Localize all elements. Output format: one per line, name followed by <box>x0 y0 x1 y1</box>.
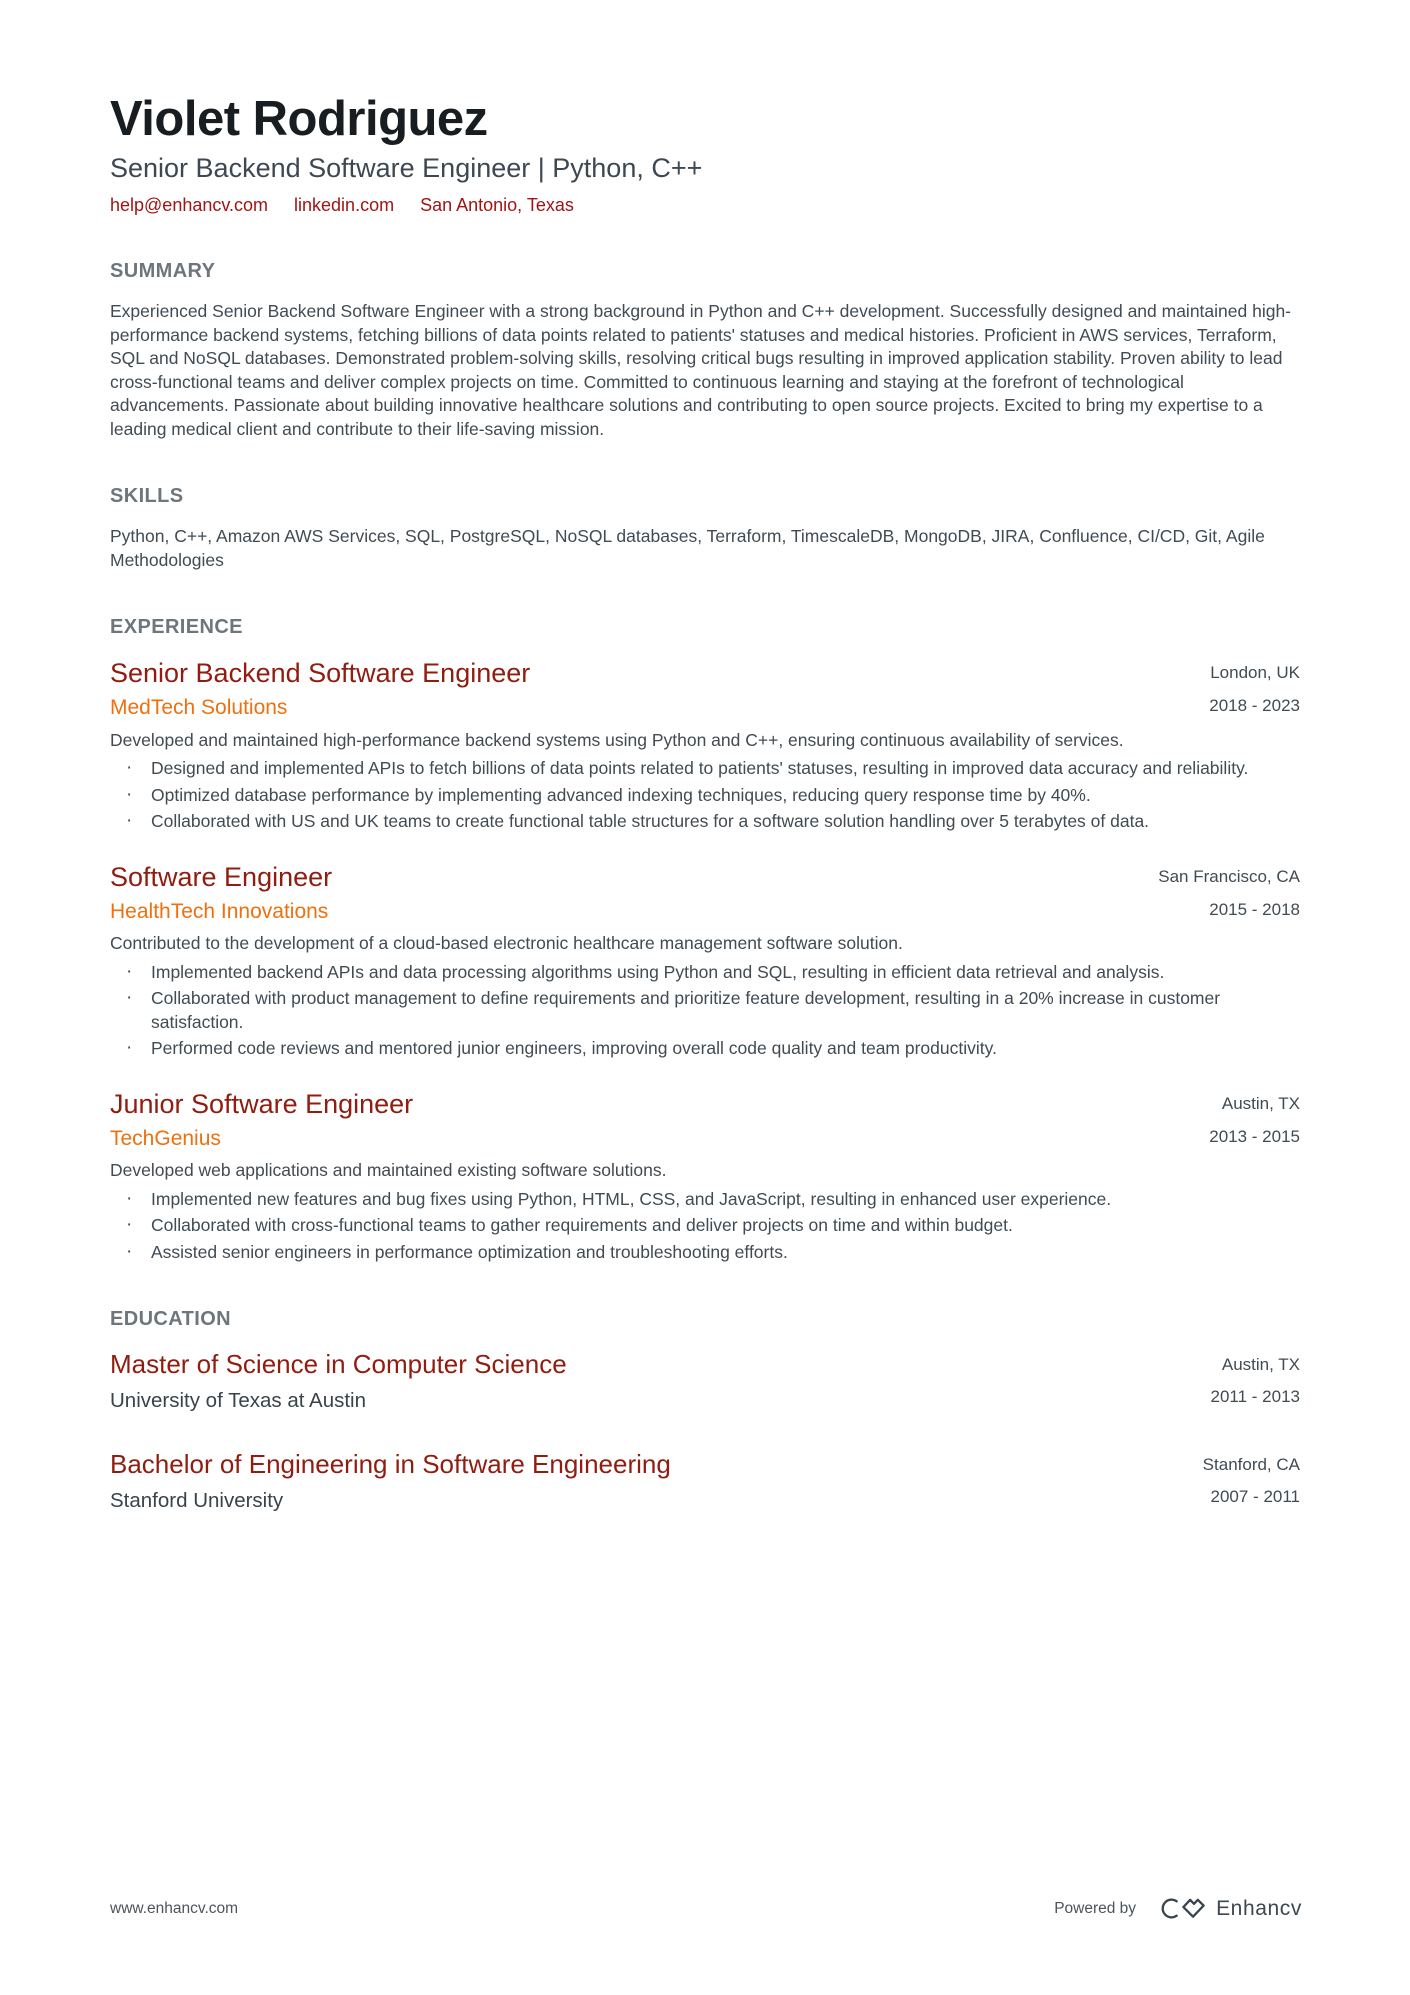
bullet-icon: · <box>126 960 133 982</box>
job-bullet <box>110 810 1300 834</box>
candidate-headline: Senior Backend Software Engineer | Python, C++ <box>110 152 703 183</box>
entry-head <box>110 860 1300 926</box>
job-bullet-text: Assisted senior engineers in performance optimization and troubleshooting efforts. <box>151 1241 788 1262</box>
job-location: Austin, TX <box>1221 1093 1300 1113</box>
education-location: Stanford, CA <box>1202 1454 1300 1474</box>
resume-header <box>110 92 1300 216</box>
job-location: San Francisco, CA <box>1158 866 1300 886</box>
skills-section <box>110 485 1300 572</box>
school-name: Stanford University <box>110 1488 284 1512</box>
education-dates: 2011 - 2013 <box>1210 1387 1300 1407</box>
job-dates: 2013 - 2015 <box>1209 1126 1300 1146</box>
job-bullet <box>110 784 1300 808</box>
job-bullet-text: Collaborated with cross-functional teams to gather requirements and deliver projects on time and within budget. <box>151 1215 1013 1236</box>
education-heading: EDUCATION <box>110 1308 232 1331</box>
job-location: London, UK <box>1210 663 1300 683</box>
bullet-icon: · <box>126 987 133 1009</box>
bullet-icon: · <box>126 1214 133 1236</box>
brand-name[interactable]: Enhancv <box>1216 1896 1302 1920</box>
candidate-name: Violet Rodriguez <box>110 92 488 146</box>
entry-head <box>110 1087 1300 1153</box>
job-bullets <box>110 757 1300 834</box>
skills-heading: SKILLS <box>110 485 184 508</box>
education-dates: 2007 - 2011 <box>1210 1486 1300 1506</box>
degree-title: Bachelor of Engineering in Software Engineering <box>110 1448 671 1479</box>
entry-head <box>110 656 1300 722</box>
job-title: Software Engineer <box>110 861 333 892</box>
job-description: Developed web applications and maintained existing software solutions. <box>110 1160 667 1181</box>
job-company: TechGenius <box>110 1126 221 1150</box>
entry-head <box>110 1348 1300 1415</box>
job-dates: 2015 - 2018 <box>1209 899 1300 919</box>
job-bullet <box>110 1241 1300 1265</box>
experience-heading: EXPERIENCE <box>110 616 243 639</box>
bullet-icon: · <box>126 783 133 805</box>
powered-by-group <box>1054 1896 1302 1921</box>
contact-row <box>110 195 1300 216</box>
experience-entry <box>110 1087 1300 1264</box>
experience-entry <box>110 656 1300 833</box>
bullet-icon: · <box>126 1037 133 1059</box>
linkedin-link[interactable]: linkedin.com <box>294 195 395 216</box>
job-bullet-text: Implemented new features and bug fixes using Python, HTML, CSS, and JavaScript, resulting in enhanced user experience. <box>151 1188 1112 1209</box>
skills-text: Python, C++, Amazon AWS Services, SQL, PostgreSQL, NoSQL databases, Terraform, TimescaleDB, MongoDB, JIRA, Confluence, CI/CD, Git, Agile Methodologies <box>110 526 1265 570</box>
job-company: HealthTech Innovations <box>110 899 329 923</box>
education-entry <box>110 1348 1300 1415</box>
job-bullets <box>110 961 1300 1061</box>
powered-by-label: Powered by <box>1054 1899 1137 1917</box>
degree-title: Master of Science in Computer Science <box>110 1349 567 1380</box>
job-description: Contributed to the development of a cloud-based electronic healthcare management software solution. <box>110 933 903 954</box>
job-bullet <box>110 1214 1300 1238</box>
education-section <box>110 1308 1300 1514</box>
education-location: Austin, TX <box>1221 1355 1300 1375</box>
entry-head <box>110 1448 1300 1515</box>
job-dates: 2018 - 2023 <box>1209 696 1300 716</box>
school-name: University of Texas at Austin <box>110 1389 366 1413</box>
bullet-icon: · <box>126 810 133 832</box>
bullet-icon: · <box>126 1240 133 1262</box>
job-title: Junior Software Engineer <box>110 1088 414 1119</box>
job-bullet <box>110 1188 1300 1212</box>
job-bullet <box>110 987 1300 1034</box>
summary-text: Experienced Senior Backend Software Engineer with a strong background in Python and C++ development. Successfully designed and maintained high-performance backend systems, fetching billions of data points related to patients' statuses and medical histories. Proficient in AWS services, Terraform, SQL and NoSQL databases. Demonstrated problem-solving skills, resolving critical bugs resulting in improved application stability. Proven ability to lead cross-functional teams and deliver complex projects on time. Committed to continuous learning and staying at the forefront of technological advancements. Passionate about building innovative healthcare solutions and contributing to open source projects. Excited to bring my expertise to a leading medical client and contribute to their life-saving mission. <box>110 301 1292 439</box>
summary-heading: SUMMARY <box>110 260 216 283</box>
website-link[interactable]: www.enhancv.com <box>110 1899 239 1917</box>
education-entry <box>110 1448 1300 1515</box>
job-bullet-text: Collaborated with US and UK teams to create functional table structures for a software solution handling over 5 terabytes of data. <box>151 811 1150 832</box>
job-bullet-text: Collaborated with product management to define requirements and prioritize feature development, resulting in a 20% increase in customer satisfaction. <box>151 988 1221 1032</box>
job-bullet <box>110 1037 1300 1061</box>
location-text: San Antonio, Texas <box>420 195 574 216</box>
job-description: Developed and maintained high-performance backend systems using Python and C++, ensuring continuous availability of services. <box>110 729 1124 750</box>
job-bullet-text: Designed and implemented APIs to fetch billions of data points related to patients' statuses, resulting in improved data accuracy and reliability. <box>151 758 1249 779</box>
bullet-icon: · <box>126 757 133 779</box>
experience-entry <box>110 860 1300 1061</box>
job-bullet <box>110 961 1300 985</box>
job-bullets <box>110 1188 1300 1265</box>
bullet-icon: · <box>126 1187 133 1209</box>
job-bullet <box>110 757 1300 781</box>
job-bullet-text: Implemented backend APIs and data processing algorithms using Python and SQL, resulting in efficient data retrieval and analysis. <box>151 961 1165 982</box>
summary-section <box>110 260 1300 441</box>
experience-section <box>110 616 1300 1264</box>
page-footer <box>110 1896 1302 1921</box>
job-title: Senior Backend Software Engineer <box>110 658 531 689</box>
email-link[interactable]: help@enhancv.com <box>110 195 269 216</box>
enhancv-logo-icon[interactable] <box>1156 1896 1206 1921</box>
job-company: MedTech Solutions <box>110 696 288 720</box>
job-bullet-text: Optimized database performance by implementing advanced indexing techniques, reducing query response time by 40%. <box>151 784 1091 805</box>
job-bullet-text: Performed code reviews and mentored junior engineers, improving overall code quality and team productivity. <box>151 1038 997 1059</box>
